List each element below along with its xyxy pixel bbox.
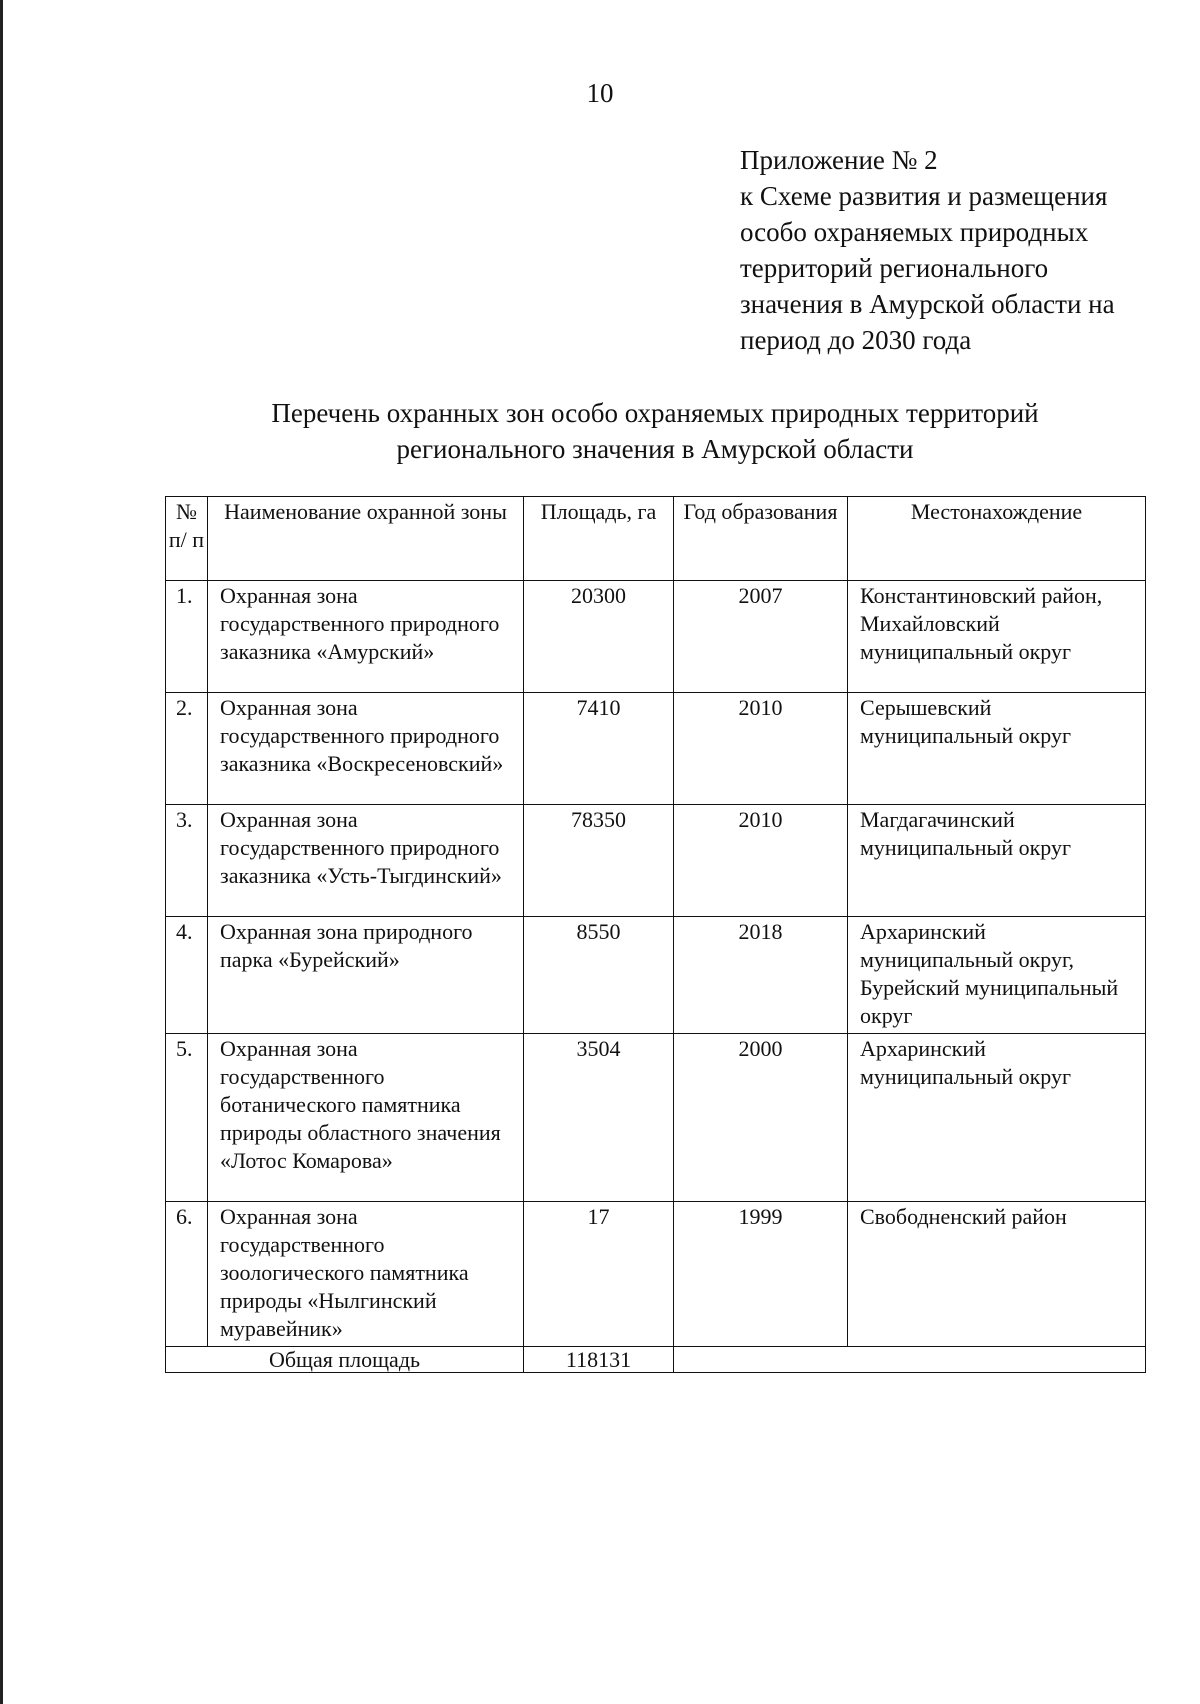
appendix-line: территорий регионального: [740, 253, 1049, 283]
table-header-row: [166, 497, 1146, 581]
header-area: Площадь, га: [524, 497, 674, 581]
appendix-line: особо охраняемых природных: [740, 217, 1089, 247]
zone-area: 8550: [524, 917, 674, 1034]
zone-name: Охранная зона государственного природного заказника «Амурский»: [208, 581, 524, 693]
header-location: Местонахождение: [848, 497, 1146, 581]
appendix-line: Приложение № 2: [740, 145, 938, 175]
zone-location: Свободненский район: [848, 1202, 1146, 1347]
appendix-line: к Схеме развития и размещения: [740, 181, 1108, 211]
header-zone-name: Наименование охранной зоны: [208, 497, 524, 581]
table-row: [166, 805, 1146, 917]
zone-name: Охранная зона государственного природного заказника «Усть-Тыгдинский»: [208, 805, 524, 917]
zone-location: Константиновский район, Михайловский муниципальный округ: [848, 581, 1146, 693]
table-total-row: [166, 1347, 1146, 1373]
header-number: № п/ п: [166, 497, 208, 581]
page-number: 10: [586, 78, 614, 108]
row-number: 5.: [166, 1034, 208, 1202]
title-line: Перечень охранных зон особо охраняемых природных территорий: [271, 398, 1039, 428]
zone-year: 2018: [674, 917, 848, 1034]
zone-year: 2010: [674, 693, 848, 805]
title-line: регионального значения в Амурской области: [396, 434, 914, 464]
zone-area: 7410: [524, 693, 674, 805]
zone-area: 17: [524, 1202, 674, 1347]
total-empty-cell: [674, 1347, 1146, 1373]
protected-zones-table: [165, 496, 1146, 1373]
total-area-value: 118131: [524, 1347, 674, 1373]
header-year: Год образования: [674, 497, 848, 581]
zone-name: Охранная зона природного парка «Бурейский»: [208, 917, 524, 1034]
table-row: [166, 917, 1146, 1034]
zone-area: 20300: [524, 581, 674, 693]
zone-year: 2007: [674, 581, 848, 693]
scan-edge-line: [0, 0, 3, 1704]
total-area-label: Общая площадь: [166, 1347, 524, 1373]
zone-year: 2000: [674, 1034, 848, 1202]
zone-location: Архаринский муниципальный округ, Бурейский муниципальный округ: [848, 917, 1146, 1034]
zone-area: 3504: [524, 1034, 674, 1202]
zone-area: 78350: [524, 805, 674, 917]
zone-year: 1999: [674, 1202, 848, 1347]
row-number: 3.: [166, 805, 208, 917]
appendix-line: период до 2030 года: [740, 325, 972, 355]
table-row: [166, 581, 1146, 693]
row-number: 6.: [166, 1202, 208, 1347]
appendix-header: [740, 142, 1115, 358]
zone-location: Архаринский муниципальный округ: [848, 1034, 1146, 1202]
row-number: 4.: [166, 917, 208, 1034]
document-title: [100, 395, 1200, 467]
row-number: 1.: [166, 581, 208, 693]
table-row: [166, 1202, 1146, 1347]
zone-location: Магдагачинский муниципальный округ: [848, 805, 1146, 917]
zone-name: Охранная зона государственного природного заказника «Воскресеновский»: [208, 693, 524, 805]
appendix-line: значения в Амурской области на: [740, 289, 1115, 319]
table-row: [166, 693, 1146, 805]
zone-name: Охранная зона государственного зоологического памятника природы «Нылгинский муравейник»: [208, 1202, 524, 1347]
zone-year: 2010: [674, 805, 848, 917]
zone-name: Охранная зона государственного ботанического памятника природы областного значения «Лотос Комарова»: [208, 1034, 524, 1202]
zone-location: Серышевский муниципальный округ: [848, 693, 1146, 805]
table-row: [166, 1034, 1146, 1202]
row-number: 2.: [166, 693, 208, 805]
